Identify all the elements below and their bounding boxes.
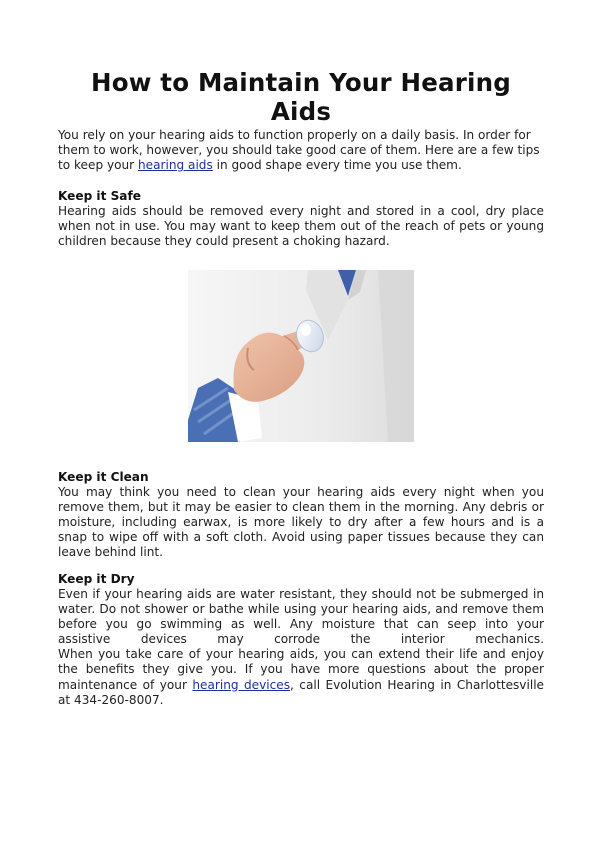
keep-it-safe-heading: Keep it Safe [58, 189, 141, 203]
dry-line-7-text-b: , call Evolution Hearing in Charlottesville [290, 677, 544, 692]
safe-line-2: when not in use. You may want to keep them out of the reach of pets or young [58, 219, 544, 234]
clean-line-1: You may think you need to clean your hearing aids every night when you [58, 485, 544, 499]
page-title: How to Maintain Your Hearing Aids [90, 68, 512, 126]
keep-it-safe-paragraph [58, 204, 544, 249]
hearing-aid-photo [188, 270, 414, 442]
intro-line-3 [58, 158, 544, 173]
keep-it-dry-paragraph [58, 587, 544, 708]
dry-line-7-text-a: maintenance of your [58, 677, 193, 692]
intro-line-2: them to work, however, you should take good care of them. Here are a few tips [58, 143, 540, 158]
safe-line-1: Hearing aids should be removed every night and stored in a cool, dry place [58, 204, 544, 218]
intro-line-3-text-b: in good shape every time you use them. [212, 158, 462, 173]
dry-line-5: When you take care of your hearing aids, you can extend their life and enjoy [58, 647, 544, 662]
dry-line-4: assistive devices may corrode the interior mechanics. [58, 632, 544, 647]
dry-line-8: at 434-260-8007. [58, 692, 164, 707]
clean-line-3: moisture, including earwax, is more likely to dry after a few hours and is a [58, 515, 544, 530]
intro-line-3-text-a: to keep your [58, 158, 138, 173]
hearing-aids-link[interactable]: hearing aids [138, 158, 213, 173]
dry-line-1: Even if your hearing aids are water resistant, they should not be submerged in [58, 587, 544, 601]
keep-it-clean-heading: Keep it Clean [58, 470, 149, 484]
dry-line-2: water. Do not shower or bathe while using your hearing aids, and remove them [58, 602, 544, 617]
safe-line-3: children because they could present a choking hazard. [58, 234, 390, 249]
keep-it-dry-heading: Keep it Dry [58, 572, 135, 586]
dry-line-3: before you go swimming as well. Any moisture that can seep into your [58, 617, 544, 632]
keep-it-clean-paragraph [58, 485, 544, 560]
clean-line-2: remove them, but it may be easier to clean them in the morning. Any debris or [58, 500, 544, 515]
dry-line-7 [58, 678, 544, 693]
hearing-devices-link[interactable]: hearing devices [192, 677, 291, 692]
clean-line-4: snap to wipe off with a soft cloth. Avoid using paper tissues because they can [58, 530, 544, 545]
intro-line-1: You rely on your hearing aids to function properly on a daily basis. In order for [58, 128, 531, 142]
clean-line-5: leave behind lint. [58, 545, 163, 560]
intro-paragraph [58, 128, 544, 173]
dry-line-6: the benefits they give you. If you have more questions about the proper [58, 662, 544, 677]
